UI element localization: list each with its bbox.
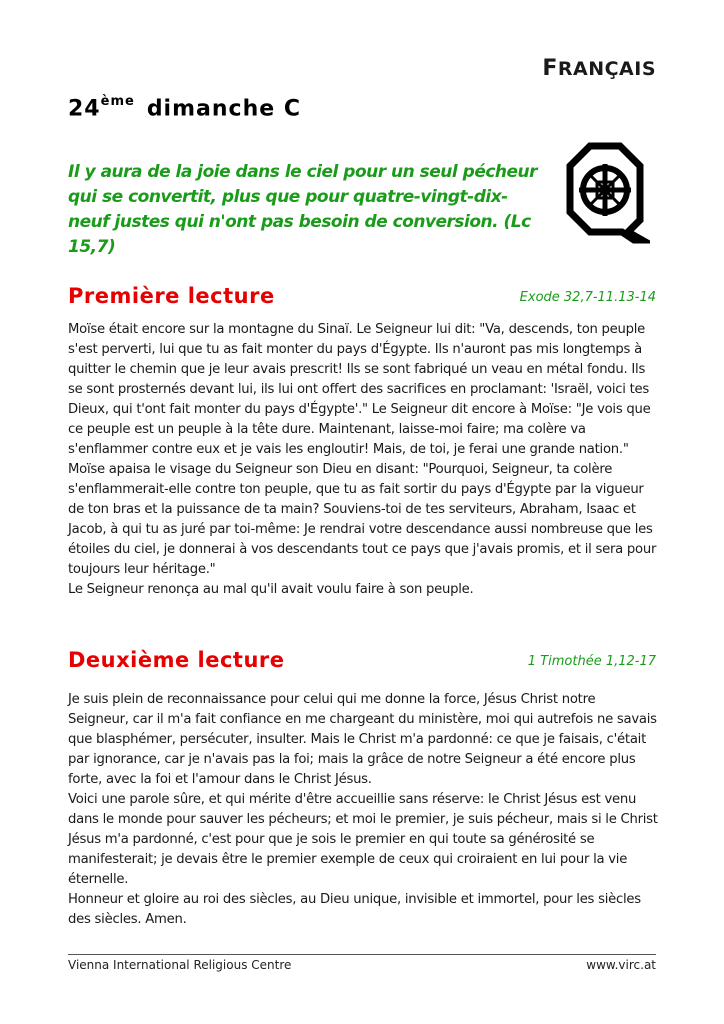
reading1-paragraph: Moïse était encore sur la montagne du Sinaï. Le Seigneur lui dit: "Va, descends, ton peuple s'est perverti, lui que tu as fait monter du pays d'Égypte. Ils n'auront pas mis longtemps à quitter le chemin que je leur avais prescrit! Ils se sont fabriqué un veau en métal fondu. Ils se sont prosternés devant lui, ils lui ont offert des sacrifices en proclamant: 'Israël, voici tes Dieux, qui t'ont fait monter du pays d'Égypte'." Le Seigneur dit encore à Moïse: "Je vois que ce peuple est un peuple à la tête dure. Maintenant, laisse-moi faire; ma colère va s'enflammer contre eux et je vais les engloutir! Mais, de toi, je ferai une grande nation." <box>68 322 651 457</box>
reading1-heading: Première lecture <box>68 284 275 308</box>
reading1-paragraph: Le Seigneur renonça au mal qu'il avait voulu faire à son peuple. <box>68 582 474 597</box>
reading2-body <box>68 690 658 930</box>
title-text: dimanche C <box>146 96 301 122</box>
scripture-quote: Il y aura de la joie dans le ciel pour un seul pécheur qui se convertit, plus que pour quatre-vingt-dix-neuf justes qui n'ont pas besoin de conversion. (Lc 15,7) <box>68 162 538 257</box>
title-superscript: ème <box>100 94 135 109</box>
footer-organization: Vienna International Religious Centre <box>68 958 292 972</box>
reading2-paragraph: Je suis plein de reconnaissance pour celui qui me donne la force, Jésus Christ notre Seigneur, car il m'a fait confiance en me chargeant du ministère, moi qui autrefois ne savais que blasphémer, persécuter, insulter. Mais le Christ m'a pardonné: ce que je faisais, c'était par ignorance, car je n'avais pas la foi; mais la grâce de notre Seigneur a été encore plus forte, avec la foi et l'amour dans le Christ Jésus. <box>68 692 657 787</box>
reading2-paragraph: Honneur et gloire au roi des siècles, au Dieu unique, invisible et immortel, pour les siècles des siècles. Amen. <box>68 892 641 927</box>
language-label <box>542 56 656 81</box>
reading2-heading: Deuxième lecture <box>68 648 285 672</box>
language-label-rest: RANÇAIS <box>557 58 656 80</box>
title-number: 24 <box>68 96 101 122</box>
reading2-reference: 1 Timothée 1,12-17 <box>527 654 656 669</box>
footer-divider <box>68 954 656 955</box>
footer-website-link[interactable]: www.virc.at <box>586 958 656 972</box>
page-title <box>68 96 301 121</box>
language-label-initial: F <box>542 56 558 81</box>
reading2-paragraph: Voici une parole sûre, et qui mérite d'être accueillie sans réserve: le Christ Jésus est venu dans le monde pour sauver les pécheurs; et moi le premier, je suis pécheur, mais si le Christ Jésus m'a pardonné, c'est pour que je sois le premier en qui toute sa générosité se manifesterait; je devais être le premier exemple de ceux qui croiraient en lui pour la vie éternelle. <box>68 792 658 887</box>
reading1-reference: Exode 32,7-11.13-14 <box>519 290 656 305</box>
virc-emblem-icon <box>560 140 650 244</box>
reading1-paragraph: Moïse apaisa le visage du Seigneur son Dieu en disant: "Pourquoi, Seigneur, ta colère s'enflammerait-elle contre ton peuple, que tu as fait sortir du pays d'Égypte par la vigueur de ton bras et la puissance de ta main? Souviens-toi de tes serviteurs, Abraham, Isaac et Jacob, à qui tu as juré par toi-même: Je rendrai votre descendance aussi nombreuse que les étoiles du ciel, je donnerai à vos descendants tout ce pays que j'avais promis, et il sera pour toujours leur héritage." <box>68 462 657 577</box>
reading1-body <box>68 320 658 600</box>
